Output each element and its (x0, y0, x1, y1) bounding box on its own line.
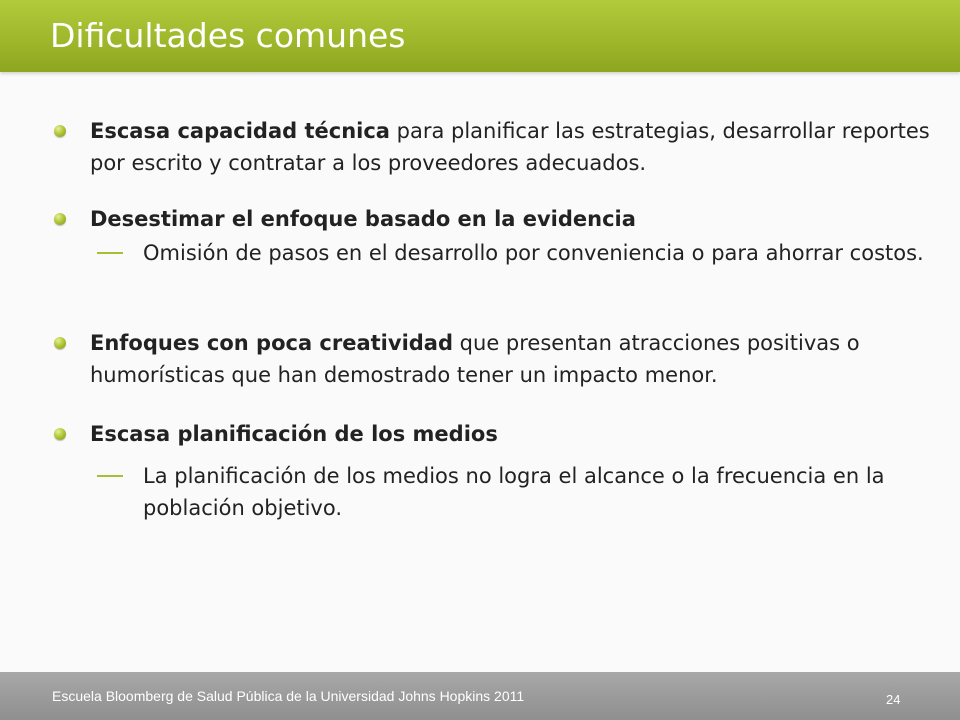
bullet-icon (54, 125, 66, 137)
sub-bullet-text: Omisión de pasos en el desarrollo por conveniencia o para ahorrar costos. (143, 241, 924, 265)
footer-copyright: Escuela Bloomberg de Salud Pública de la Universidad Johns Hopkins 2011 (52, 688, 525, 704)
bullet-bold-text: Escasa planificación de los medios (90, 422, 498, 446)
bullet-icon (54, 337, 66, 349)
dash-icon (97, 252, 123, 254)
bullet-item (90, 418, 930, 450)
slide-title: Dificultades comunes (50, 16, 406, 55)
bullet-item (90, 327, 930, 391)
bullet-bold-text: Enfoques con poca creatividad (90, 331, 453, 355)
slide-footer (0, 672, 960, 720)
bullet-bold-text: Desestimar el enfoque basado en la evidencia (90, 207, 636, 231)
sub-bullet-item (143, 460, 933, 524)
bullet-text: que presentan atracciones positivas o humorísticas que han demostrado tener un impacto menor. (90, 331, 860, 387)
bullet-icon (54, 213, 66, 225)
sub-bullet-text: La planificación de los medios no logra el alcance o la frecuencia en la población objetivo. (143, 464, 885, 520)
bullet-item (90, 203, 930, 235)
bullet-bold-text: Escasa capacidad técnica (90, 119, 390, 143)
page-number: 24 (886, 692, 901, 707)
bullet-item (90, 115, 930, 179)
bullet-icon (54, 428, 66, 440)
bullet-text: para planificar las estrategias, desarrollar reportes por escrito y contratar a los proveedores adecuados. (90, 119, 930, 175)
dash-icon (97, 475, 123, 477)
sub-bullet-item (143, 237, 933, 269)
